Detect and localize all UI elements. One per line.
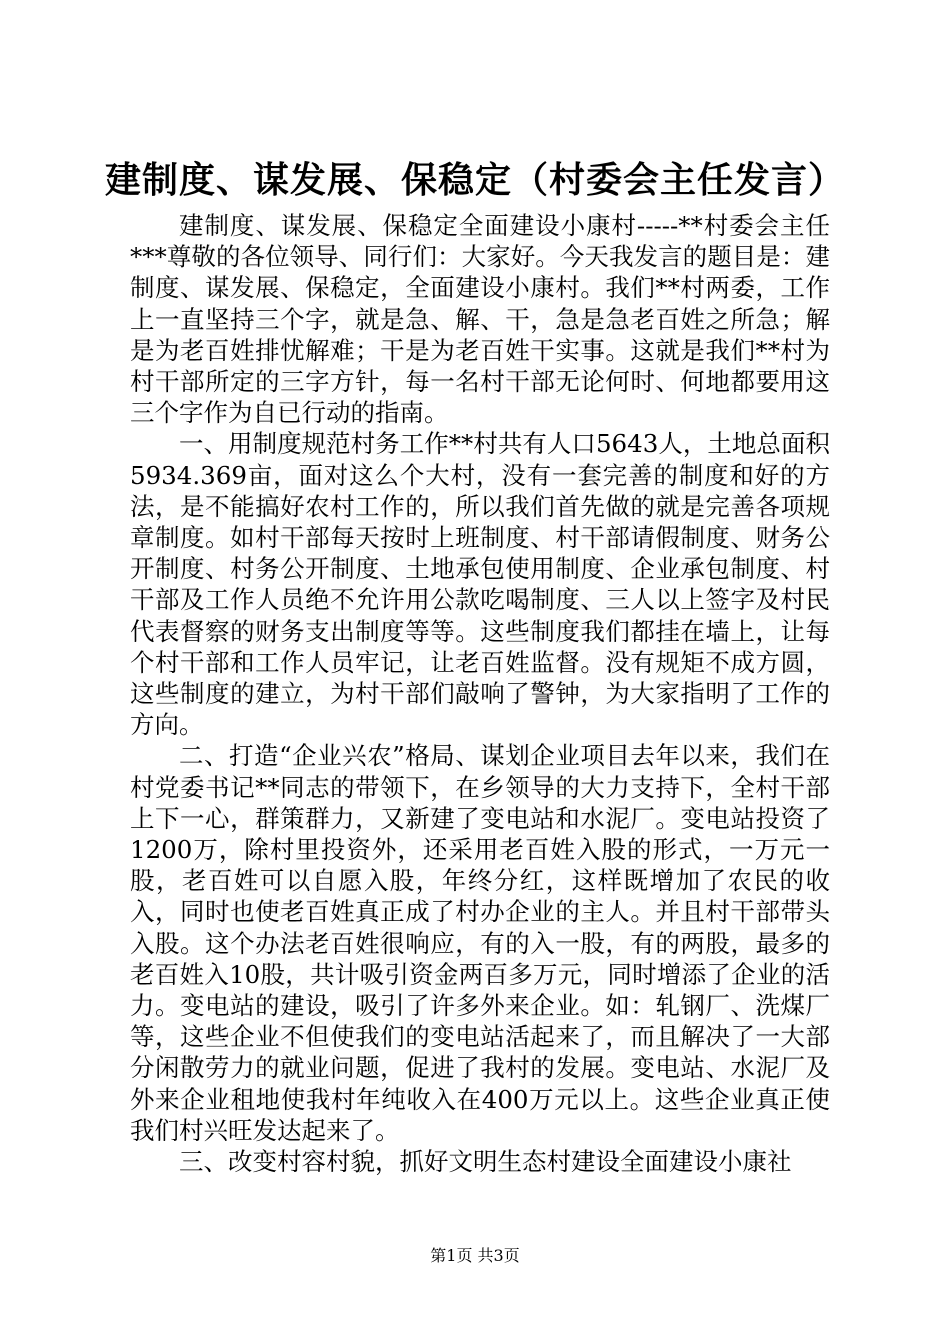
- page-footer: [0, 1243, 950, 1266]
- paragraph-intro: 建制度、谋发展、保稳定全面建设小康村-----**村委会主任***尊敬的各位领导、同行们：大家好。今天我发言的题目是：建制度、谋发展、保稳定，全面建设小康村。我们**村两委，工作上一直坚持三个字，就是急、解、干，急是急老百姓之所急；解是为老百姓排忧解难；干是为老百姓干实事。这就是我们**村为村干部所定的三字方针，每一名村干部无论何时、何地都要用这三个字作为自已行动的指南。: [130, 211, 830, 428]
- page-indicator: 第1页 共3页: [430, 1246, 520, 1265]
- document-title: 建制度、谋发展、保稳定（村委会主任发言）: [104, 159, 845, 201]
- paragraph-section-2: 二、打造“企业兴农”格局、谋划企业项目去年以来，我们在村党委书记**同志的带领下，在乡领导的大力支持下，全村干部上下一心，群策群力，又新建了变电站和水泥厂。变电站投资了1200万，除村里投资外，还采用老百姓入股的形式，一万元一股，老百姓可以自愿入股，年终分红，这样既增加了农民的收入，同时也使老百姓真正成了村办企业的主人。并且村干部带头入股。这个办法老百姓很响应，有的入一股，有的两股，最多的老百姓入10股，共计吸引资金两百多万元，同时增添了企业的活力。变电站的建设，吸引了许多外来企业。如：轧钢厂、洗煤厂等，这些企业不但使我们的变电站活起来了，而且解决了一大部分闲散劳力的就业问题，促进了我村的发展。变电站、水泥厂及外来企业租地使我村年纯收入在400万元以上。这些企业真正使我们村兴旺发达起来了。: [130, 741, 830, 1145]
- paragraph-section-1: 一、用制度规范村务工作**村共有人口5643人，土地总面积5934.369亩，面对这么个大村，没有一套完善的制度和好的方法，是不能搞好农村工作的，所以我们首先做的就是完善各项规章制度。如村干部每天按时上班制度、村干部请假制度、财务公开制度、村务公开制度、土地承包使用制度、企业承包制度、村干部及工作人员绝不允许用公款吃喝制度、三人以上签字及村民代表督察的财务支出制度等等。这些制度我们都挂在墙上，让每个村干部和工作人员牢记，让老百姓监督。没有规矩不成方圆，这些制度的建立，为村干部们敲响了警钟，为大家指明了工作的方向。: [130, 429, 830, 740]
- document-body: [130, 210, 830, 1177]
- paragraph-section-3: 三、改变村容村貌，抓好文明生态村建设全面建设小康社: [179, 1147, 792, 1177]
